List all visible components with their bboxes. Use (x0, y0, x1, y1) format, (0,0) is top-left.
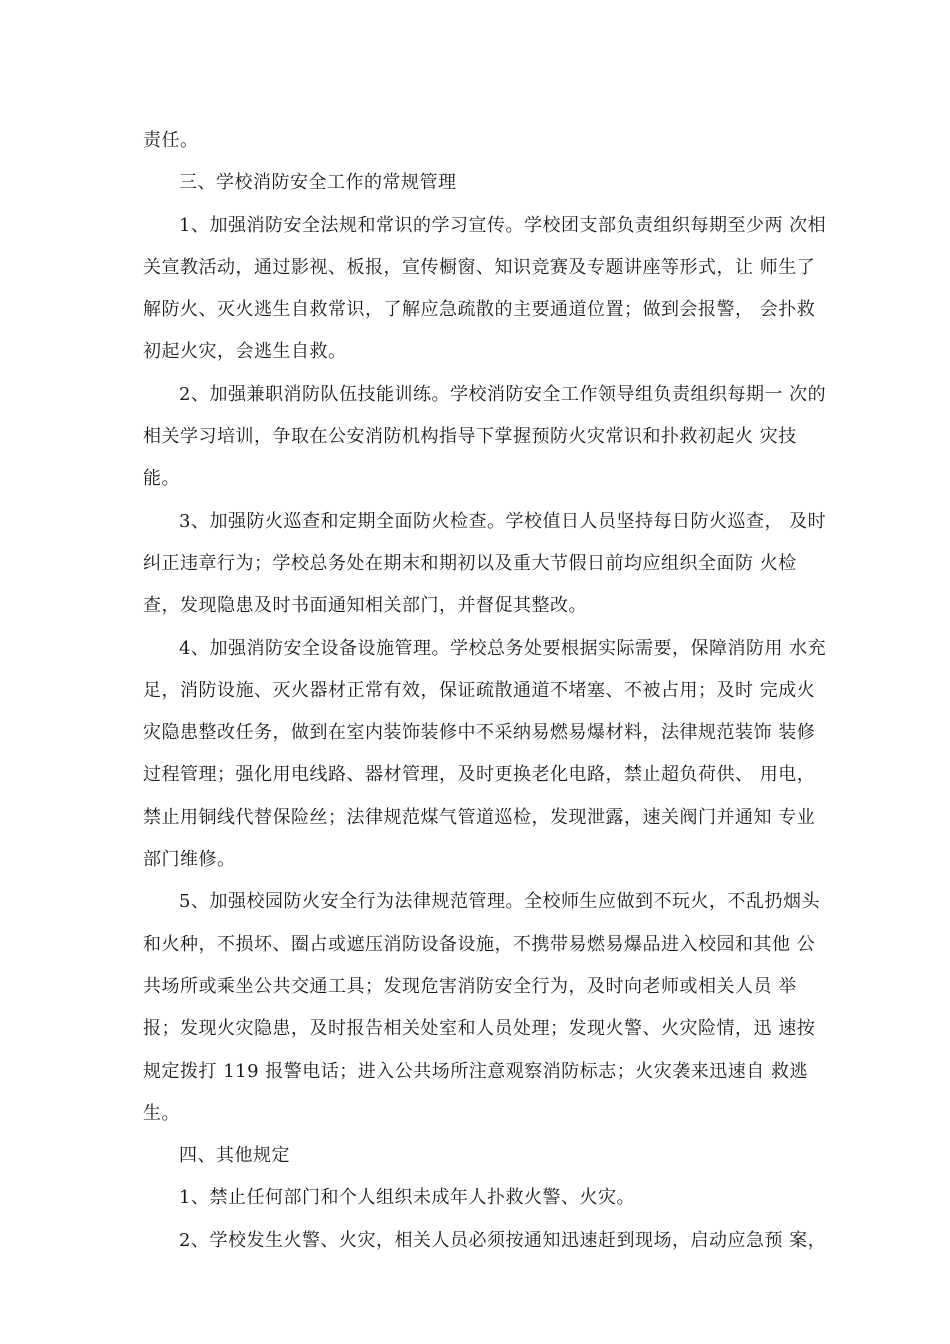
text-line: 4、加强消防安全设备设施管理。学校总务处要根据实际需要，保障消防用 水充 (179, 637, 827, 659)
text-line: 1、禁止任何部门和个人组织未成年人扑救火警、火灾。 (179, 1187, 635, 1209)
text-line: 1、加强消防安全法规和常识的学习宣传。学校团支部负责组织每期至少两 次相 (179, 214, 827, 236)
paragraph-continuation (143, 120, 823, 162)
text-line: 相关学习培训，争取在公安消防机构指导下掌握预防火灾常识和扑救初起火 灾技 (143, 426, 797, 448)
text-line: 共场所或乘坐公共交通工具；发现危害消防安全行为，及时向老师或相关人员 举 (143, 975, 797, 997)
section-heading-4 (143, 1135, 823, 1177)
section-heading-line: 四、其他规定 (179, 1145, 290, 1167)
text-line: 和火种，不损坏、圈占或遮压消防设备设施，不携带易燃易爆品进入校园和其他 公 (143, 933, 816, 955)
section-heading-3 (143, 162, 823, 204)
text-line: 灾隐患整改任务，做到在室内装饰装修中不采纳易燃易爆材料，法律规范装饰 装修 (143, 722, 816, 744)
text-line: 部门维修。 (143, 849, 236, 871)
paragraph-item-5 (143, 881, 823, 1135)
text-line: 过程管理；强化用电线路、器材管理，及时更换老化电路，禁止超负荷供、 用电， (143, 764, 816, 786)
text-line: 初起火灾，会逃生自救。 (143, 341, 347, 363)
text-line: 查，发现隐患及时书面通知相关部门，并督促其整改。 (143, 595, 587, 617)
paragraph-item-3 (143, 501, 827, 628)
text-line: 3、加强防火巡查和定期全面防火检查。学校值日人员坚持每日防火巡查， 及时 (179, 510, 827, 532)
text-line: 报；发现火灾隐患，及时报告相关处室和人员处理；发现火警、火灾险情，迅 速按 (143, 1018, 816, 1040)
text-line: 能。 (143, 468, 180, 490)
text-line: 足，消防设施、灭火器材正常有效，保证疏散通道不堵塞、不被占用；及时 完成火 (143, 679, 816, 701)
paragraph-rule-1 (143, 1177, 823, 1219)
document-body (143, 120, 827, 1262)
text-line: 生。 (143, 1102, 180, 1124)
text-line: 解防火、灭火逃生自救常识，了解应急疏散的主要通道位置；做到会报警， 会扑救 (143, 299, 816, 321)
section-heading-line: 三、学校消防安全工作的常规管理 (179, 172, 457, 194)
text-line: 2、加强兼职消防队伍技能训练。学校消防安全工作领导组负责组织每期一 次的 (179, 383, 827, 405)
paragraph-rule-2 (143, 1220, 827, 1262)
text-line: 纠正违章行为；学校总务处在期末和期初以及重大节假日前均应组织全面防 火检 (143, 552, 797, 574)
text-line: 禁止用铜线代替保险丝；法律规范煤气管道巡检，发现泄露，速关阀门并通知 专业 (143, 806, 816, 828)
text-line: 关宣教活动，通过影视、板报，宣传橱窗、知识竞赛及专题讲座等形式，让 师生了 (143, 256, 816, 278)
paragraph-item-1 (143, 205, 827, 374)
text-line: 2、学校发生火警、火灾，相关人员必须按通知迅速赶到现场，启动应急预 案， (179, 1229, 827, 1251)
paragraph-item-4 (143, 628, 827, 882)
text-line: 规定拨打 119 报警电话；进入公共场所注意观察消防标志；火灾袭来迅速自 救逃 (143, 1060, 809, 1082)
text-line: 责任。 (143, 130, 199, 151)
text-line: 5、加强校园防火安全行为法律规范管理。全校师生应做到不玩火，不乱扔烟头 (179, 891, 820, 913)
paragraph-item-2 (143, 374, 827, 501)
